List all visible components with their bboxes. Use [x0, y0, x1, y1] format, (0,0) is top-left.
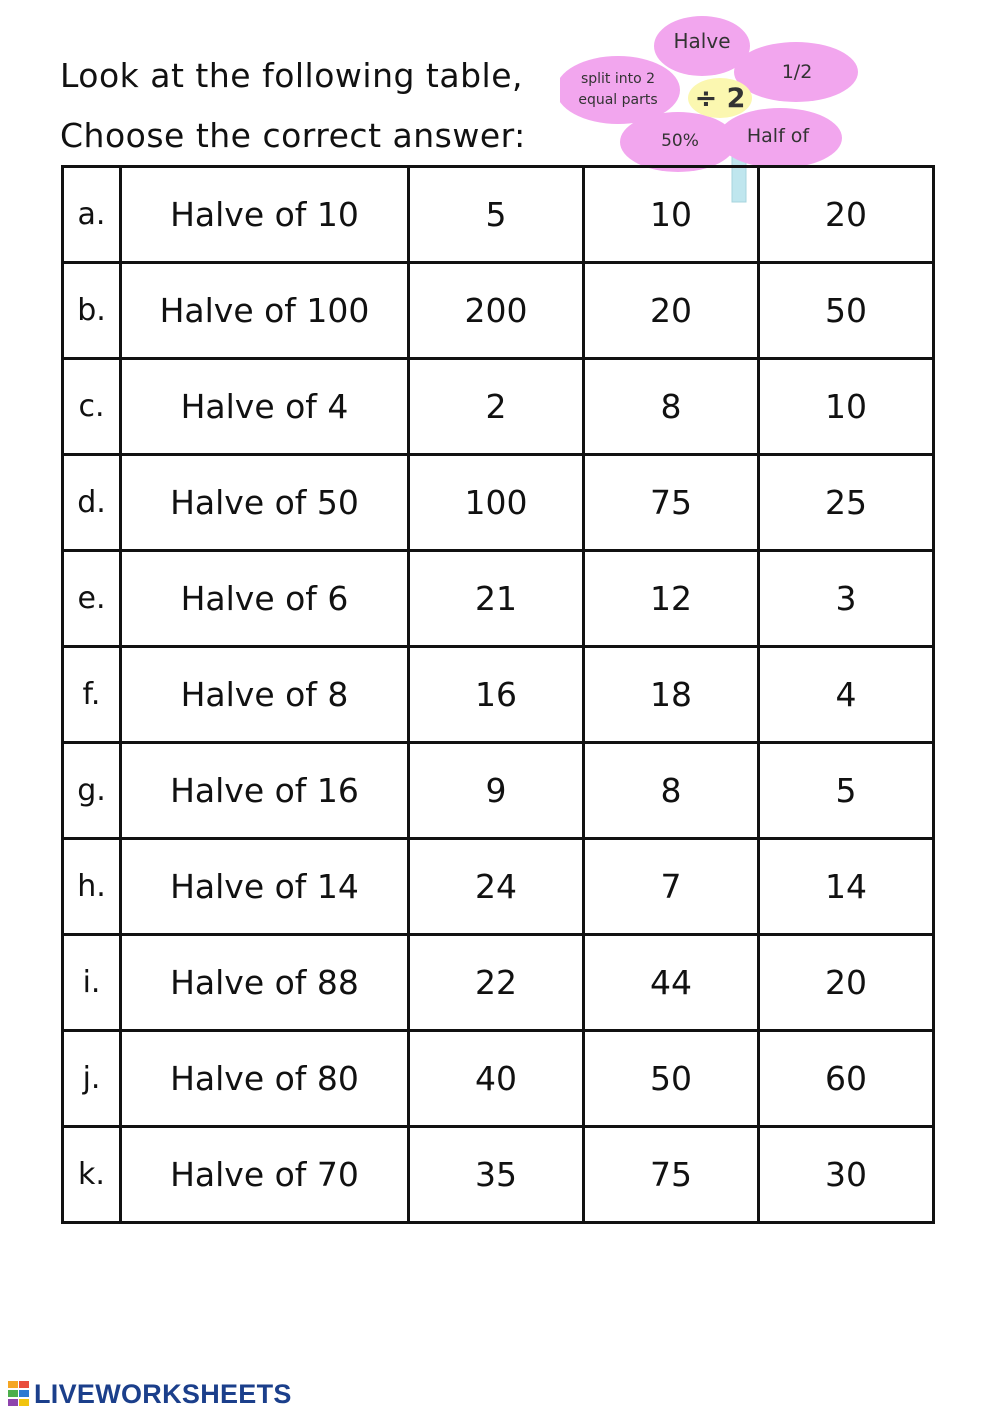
- answer-option-2[interactable]: 10: [584, 167, 759, 263]
- answer-option-2[interactable]: 75: [584, 1127, 759, 1223]
- row-question: Halve of 14: [121, 839, 409, 935]
- answer-option-2[interactable]: 18: [584, 647, 759, 743]
- answer-option-3[interactable]: 3: [759, 551, 934, 647]
- row-letter: e.: [63, 551, 121, 647]
- table-row: [63, 1127, 934, 1223]
- answer-option-1[interactable]: 5: [409, 167, 584, 263]
- answer-option-2[interactable]: 8: [584, 743, 759, 839]
- table-row: [63, 263, 934, 359]
- row-letter: d.: [63, 455, 121, 551]
- answer-option-3[interactable]: 14: [759, 839, 934, 935]
- answer-option-1[interactable]: 21: [409, 551, 584, 647]
- table-row: [63, 455, 934, 551]
- row-question: Halve of 4: [121, 359, 409, 455]
- row-letter: g.: [63, 743, 121, 839]
- row-letter: a.: [63, 167, 121, 263]
- row-letter: b.: [63, 263, 121, 359]
- petal-text-left-1: split into 2: [580, 71, 656, 87]
- row-question: Halve of 88: [121, 935, 409, 1031]
- answer-option-1[interactable]: 9: [409, 743, 584, 839]
- petal-text-top: Halve: [673, 29, 731, 53]
- table-row: [63, 647, 934, 743]
- brand-name: LIVEWORKSHEETS: [34, 1378, 292, 1409]
- instruction-line-2: Choose the correct answer:: [60, 116, 526, 155]
- footer-brand: [8, 1378, 292, 1410]
- row-letter: i.: [63, 935, 121, 1031]
- row-question: Halve of 6: [121, 551, 409, 647]
- answer-option-1[interactable]: 22: [409, 935, 584, 1031]
- row-question: Halve of 16: [121, 743, 409, 839]
- answer-option-3[interactable]: 50: [759, 263, 934, 359]
- instruction-line-1: Look at the following table,: [60, 56, 523, 95]
- liveworksheets-logo-icon: [8, 1381, 30, 1407]
- answer-option-2[interactable]: 50: [584, 1031, 759, 1127]
- answer-option-3[interactable]: 25: [759, 455, 934, 551]
- table-row: [63, 935, 934, 1031]
- row-letter: f.: [63, 647, 121, 743]
- table-row: [63, 551, 934, 647]
- table-row: [63, 167, 934, 263]
- answer-option-1[interactable]: 24: [409, 839, 584, 935]
- answer-option-3[interactable]: 10: [759, 359, 934, 455]
- petal-text-bottom-right: Half of: [746, 125, 810, 147]
- row-letter: j.: [63, 1031, 121, 1127]
- row-question: Halve of 70: [121, 1127, 409, 1223]
- answer-option-3[interactable]: 20: [759, 167, 934, 263]
- answer-option-1[interactable]: 16: [409, 647, 584, 743]
- flower-center-text: ÷ 2: [694, 83, 746, 114]
- answer-option-3[interactable]: 20: [759, 935, 934, 1031]
- row-question: Halve of 50: [121, 455, 409, 551]
- answer-option-2[interactable]: 7: [584, 839, 759, 935]
- table-row: [63, 743, 934, 839]
- answer-option-2[interactable]: 75: [584, 455, 759, 551]
- petal-text-right: 1/2: [781, 61, 813, 83]
- answer-table-body: [63, 167, 934, 1223]
- answer-option-1[interactable]: 2: [409, 359, 584, 455]
- petal-text-bottom-left: 50%: [661, 131, 699, 151]
- answer-option-2[interactable]: 8: [584, 359, 759, 455]
- answer-option-3[interactable]: 60: [759, 1031, 934, 1127]
- row-question: Halve of 100: [121, 263, 409, 359]
- answer-table: [61, 165, 935, 1224]
- table-row: [63, 359, 934, 455]
- row-question: Halve of 8: [121, 647, 409, 743]
- row-question: Halve of 10: [121, 167, 409, 263]
- answer-option-1[interactable]: 35: [409, 1127, 584, 1223]
- table-row: [63, 839, 934, 935]
- row-letter: k.: [63, 1127, 121, 1223]
- row-question: Halve of 80: [121, 1031, 409, 1127]
- answer-option-2[interactable]: 44: [584, 935, 759, 1031]
- answer-option-3[interactable]: 4: [759, 647, 934, 743]
- answer-option-1[interactable]: 200: [409, 263, 584, 359]
- answer-option-2[interactable]: 12: [584, 551, 759, 647]
- answer-option-1[interactable]: 100: [409, 455, 584, 551]
- table-row: [63, 1031, 934, 1127]
- row-letter: c.: [63, 359, 121, 455]
- petal-text-left-2: equal parts: [578, 92, 658, 108]
- answer-option-2[interactable]: 20: [584, 263, 759, 359]
- answer-option-3[interactable]: 30: [759, 1127, 934, 1223]
- row-letter: h.: [63, 839, 121, 935]
- answer-option-3[interactable]: 5: [759, 743, 934, 839]
- answer-option-1[interactable]: 40: [409, 1031, 584, 1127]
